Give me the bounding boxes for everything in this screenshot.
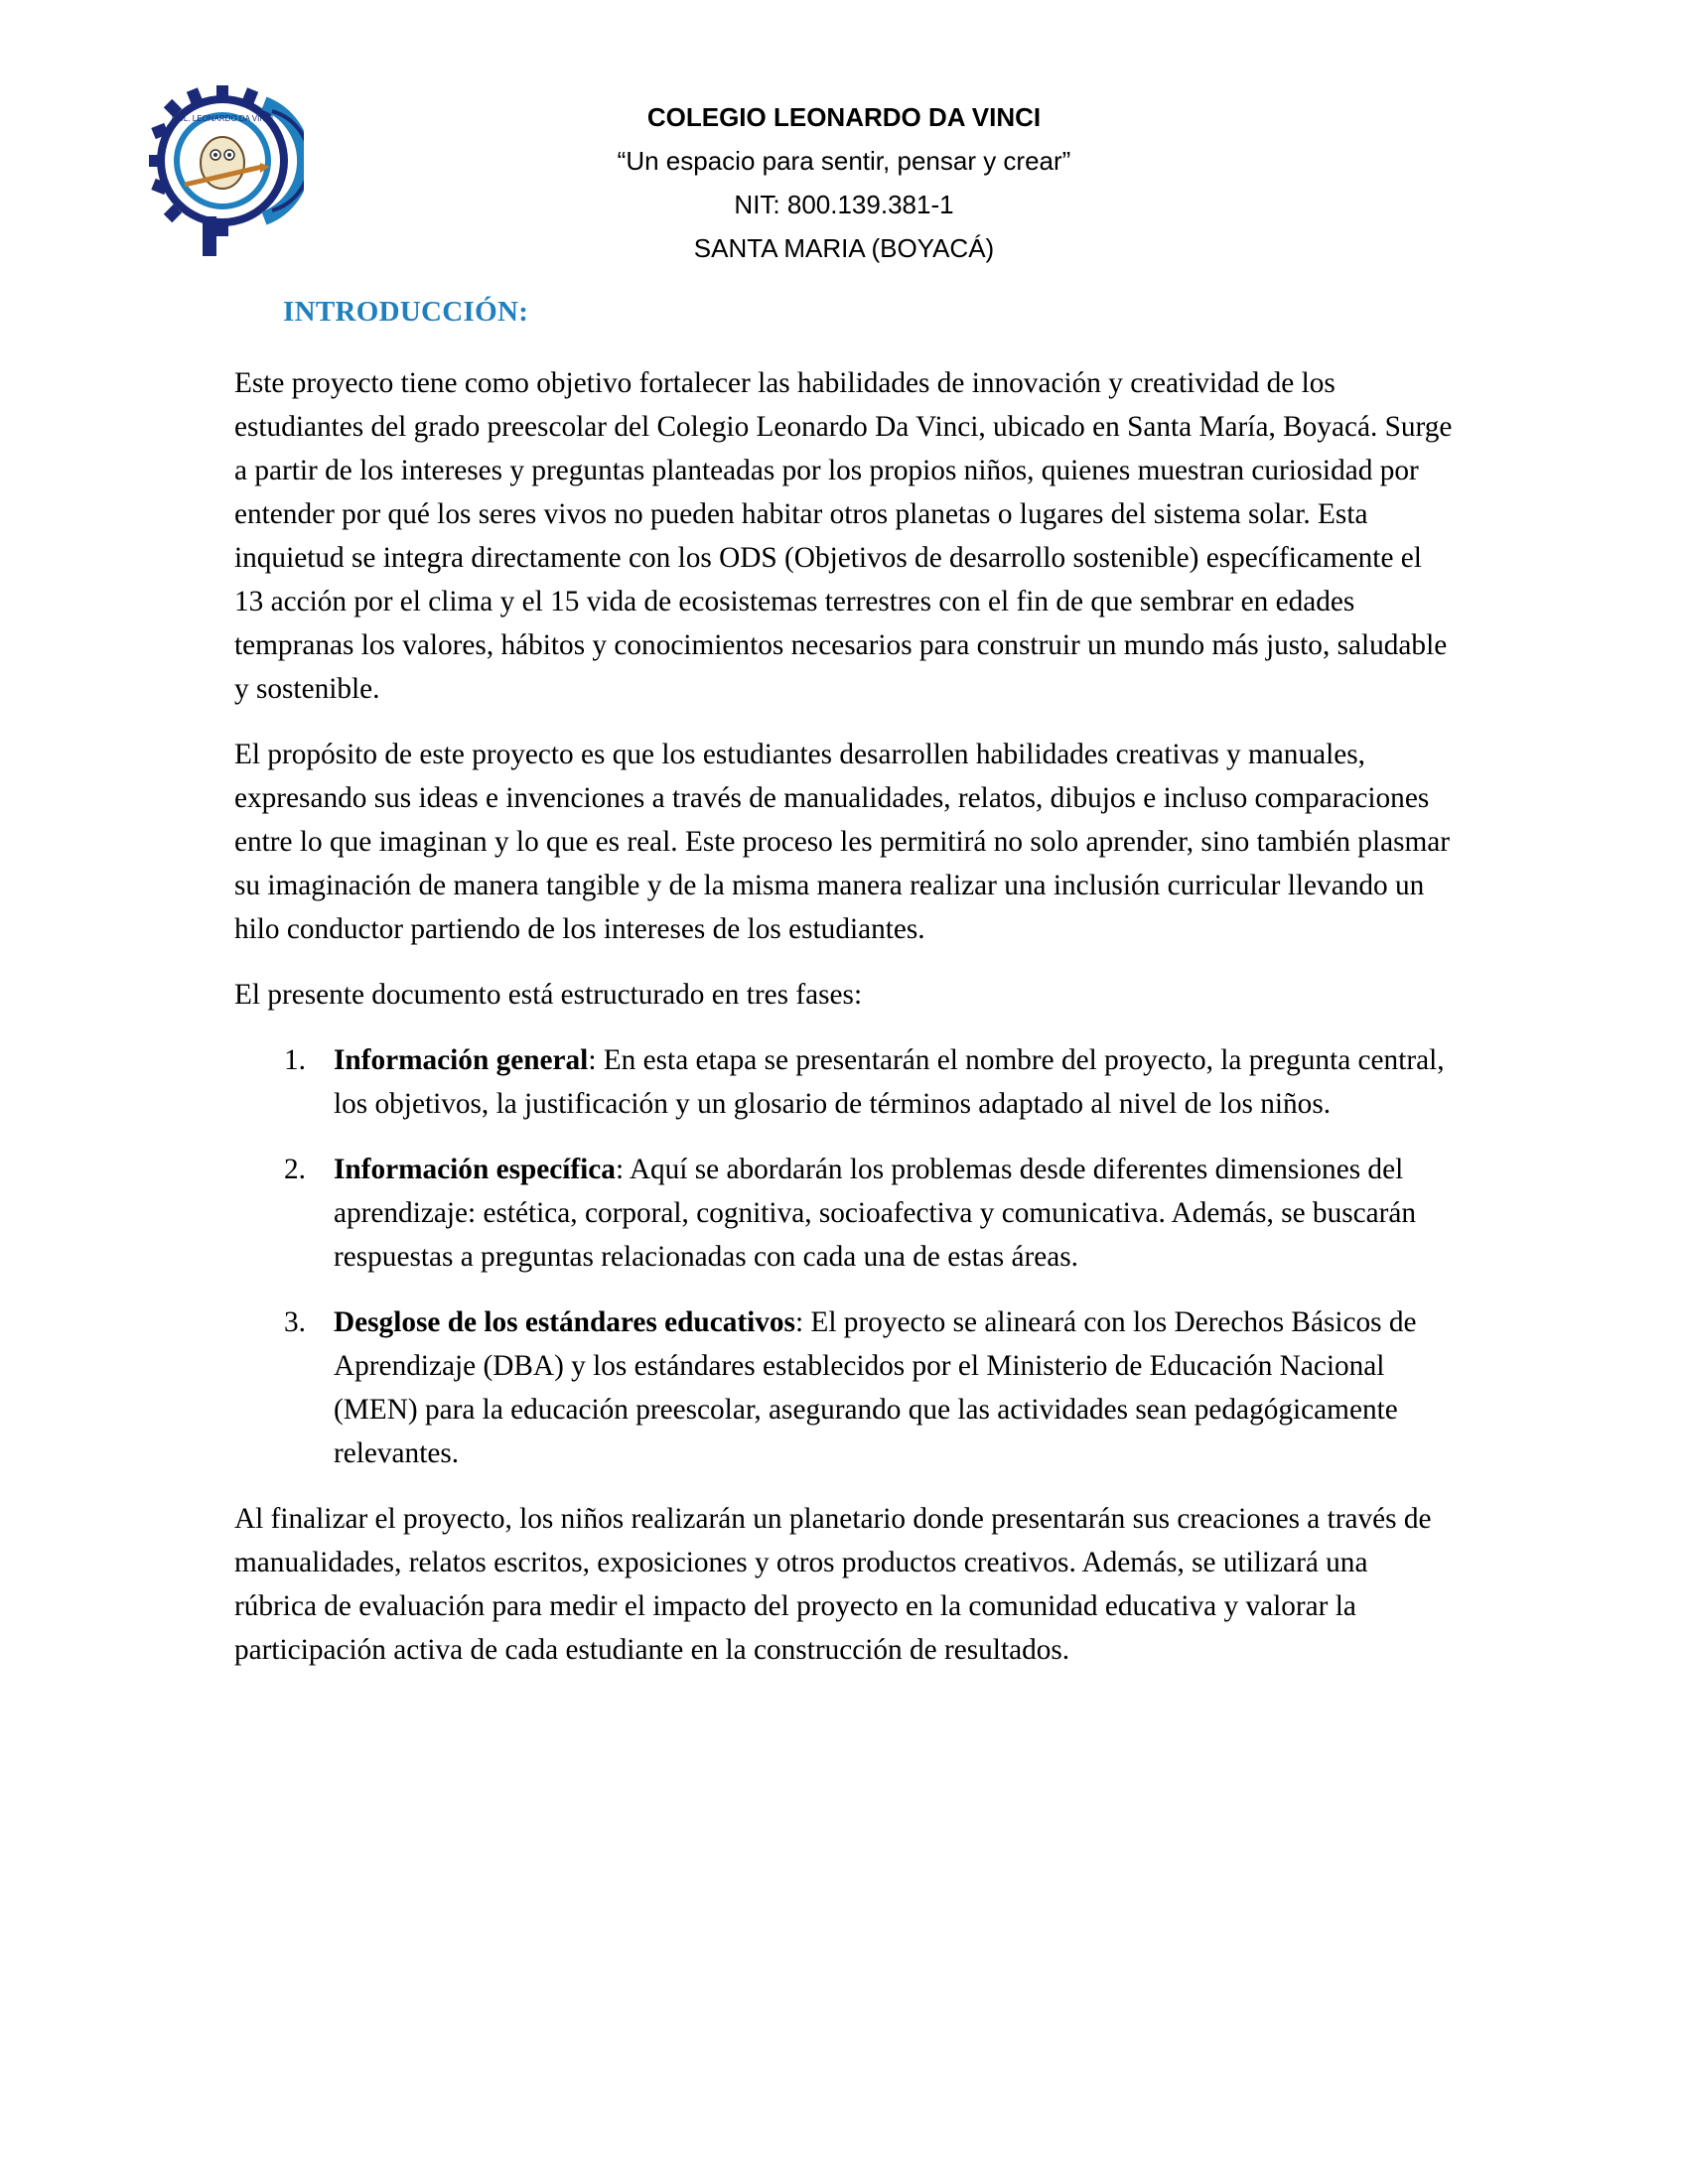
intro-paragraph-2: El propósito de este proyecto es que los estudiantes desarrollen habilidades creativas y manuales, expresando sus ideas e invenciones a través de manualidades, relatos, dibujos e incluso comparaciones entre lo que imaginan y lo que es real. Este proceso les permitirá no solo aprender, sino también plasmar su imaginación de manera tangible y de la misma manera realizar una inclusión curricular llevando un hilo conductor partiendo de los intereses de los estudiantes. (234, 739, 1451, 945)
document-header (0, 95, 1688, 270)
intro-paragraph-4: Al finalizar el proyecto, los niños realizarán un planetario donde presentarán sus creaciones a través de manualidades, relatos escritos, exposiciones y otros productos creativos. Además, se utilizará una rúbrica de evaluación para medir el impacto del proyecto en la comunidad educativa y valorar la participación activa de cada estudiante en la construcción de resultados. (234, 1503, 1432, 1666)
phase-text: : El proyecto se alineará con los Derechos Básicos de Aprendizaje (DBA) y los estándares establecidos por el Ministerio de Educación Nacional (MEN) para la educación preescolar, asegurando que las actividades sean pedagógicamente relevantes. (334, 1306, 1417, 1469)
phase-title: Información específica (334, 1154, 616, 1185)
school-location: SANTA MARIA (BOYACÁ) (693, 233, 995, 263)
phase-text: : En esta etapa se presentarán el nombre del proyecto, la pregunta central, los objetivos, la justificación y un glosario de términos adaptado al nivel de los niños. (334, 1044, 1445, 1120)
list-item (234, 1300, 1456, 1475)
school-name: COLEGIO LEONARDO DA VINCI (646, 102, 1042, 132)
intro-paragraph-1: Este proyecto tiene como objetivo fortalecer las habilidades de innovación y creatividad de los estudiantes del grado preescolar del Colegio Leonardo Da Vinci, ubicado en Santa María, Boyacá. Surge a partir de los intereses y preguntas planteadas por los propios niños, quienes muestran curiosidad por entender por qué los seres vivos no pueden habitar otros planetas o lugares del sistema solar. Esta inquietud se integra directamente con los ODS (Objetivos de desarrollo sostenible) específicamente el 13 acción por el clima y el 15 vida de ecosistemas terrestres con el fin de que sembrar en edades tempranas los valores, hábitos y conocimientos necesarios para construir un mundo más justo, saludable y sostenible. (234, 367, 1453, 705)
list-item-number: 3. (284, 1306, 306, 1338)
intro-paragraph-3: El presente documento está estructurado en tres fases: (234, 979, 863, 1011)
phase-title: Información general (334, 1044, 589, 1076)
logo-text: COL. LEONARDO DA VINCI (171, 114, 274, 123)
school-nit: NIT: 800.139.381-1 (734, 190, 954, 219)
document-body (234, 361, 1456, 1694)
school-motto: “Un espacio para sentir, pensar y crear” (617, 146, 1071, 176)
list-item (234, 1038, 1456, 1126)
list-item-number: 1. (284, 1044, 306, 1076)
phase-text: : Aquí se abordarán los problemas desde diferentes dimensiones del aprendizaje: estética, corporal, cognitiva, socioafectiva y comunicativa. Además, se buscarán respuestas a preguntas relacionadas con cada una de estas áreas. (334, 1154, 1417, 1273)
introduction-heading: INTRODUCCIÓN: (283, 296, 529, 328)
phases-list (234, 1038, 1456, 1475)
list-item-number: 2. (284, 1154, 306, 1185)
phase-title: Desglose de los estándares educativos (334, 1306, 795, 1338)
list-item (234, 1148, 1456, 1279)
